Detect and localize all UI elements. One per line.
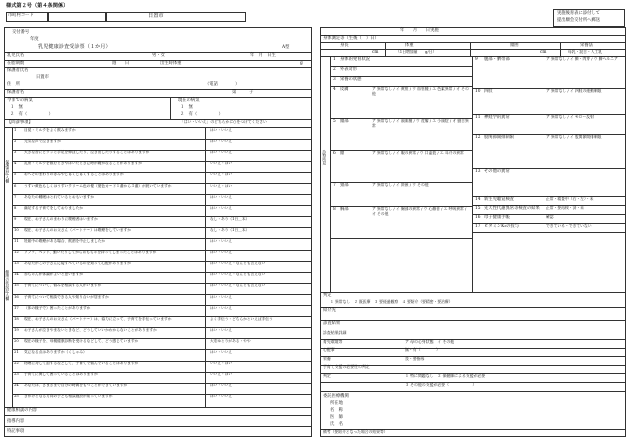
question-text: 大きな音にビクッと手足を伸ばしたり、泣き出したりすることはありますか: [24, 150, 150, 155]
question-text: 目覚・ミルクをよく飲みますか: [24, 128, 76, 132]
finding-options[interactable]: 正常・要再検・済・未: [546, 205, 584, 210]
finding-options[interactable]: ア 異常なし / イ 股関節開排制限: [546, 134, 602, 139]
finding-number: 15: [475, 206, 481, 211]
address-value: 日置市: [36, 75, 49, 80]
answer-choice[interactable]: はい・いいえ・なんとも言えない: [210, 272, 266, 277]
answer-choice[interactable]: はい・いいえ: [210, 139, 233, 144]
answer-choice[interactable]: いいえ・はい: [210, 183, 233, 188]
question-text: あなたの睡眠はとれているとおもいますか: [24, 194, 95, 199]
result-row-value[interactable]: ア 母の心身状態 イ その他: [405, 338, 455, 344]
result-row-label: 栄養: [323, 355, 331, 361]
qa-note: 「はい・いいえ」のどちらかに○をつけてください: [180, 119, 267, 124]
city-name-box: [106, 12, 246, 22]
question-text: 現在、お子さんのお父さん（パートナー）は、協力に立って、子育てを手伝っていますか: [24, 316, 172, 321]
delivery-number-label: 交付番号: [12, 30, 30, 35]
measure-header: 身体測定等（生後（ ）日）: [323, 36, 379, 41]
finding-label: ビタミンK₂の投与: [484, 224, 520, 229]
finding-label: 母子健康手帳: [484, 215, 510, 220]
question-text: お子さんが泣きやまないときなど、どうしていいかわからないことがありますか: [24, 327, 157, 332]
answer-choice[interactable]: なし・あり（1日＿本）: [210, 216, 250, 221]
present-illness-label: 現在の病気: [178, 98, 200, 103]
form-title: 様式第２号（第４条関係）: [6, 3, 69, 9]
finding-label: 先天性代謝異常等検査の結果: [484, 206, 540, 211]
institution-address[interactable]: 所在地: [330, 401, 343, 406]
question-number: 21: [14, 350, 19, 354]
finding-label: その他の異常: [484, 169, 510, 174]
col-head: 頭囲: [510, 43, 519, 48]
question-number: 2: [14, 139, 17, 144]
finding-label: 栄養の状態: [340, 77, 362, 82]
side-group-guardian: 保護者記入欄: [5, 160, 11, 183]
answer-choice[interactable]: よく手伝う・どちらかといえば手伝う: [210, 316, 273, 321]
question-number: 9: [14, 216, 17, 221]
finding-options[interactable]: ア 異常なし / イ 眼の異常 / ウ 口蓋裂 / エ 耳介の異常: [372, 150, 464, 155]
finding-number: 12: [475, 135, 481, 140]
special-notes-label: 特記事項: [7, 429, 25, 434]
question-number: 25: [14, 394, 19, 399]
fiscal-year-label: 年度: [30, 37, 39, 42]
answer-choice[interactable]: はい・いいえ・なんとも言えない: [210, 283, 266, 288]
finding-options[interactable]: 正常・精査中（右・左）・未: [546, 196, 594, 201]
question-text: 満足する子育てをしておりましたか: [24, 205, 83, 210]
col-height: 身長: [340, 43, 349, 48]
doctor-name[interactable]: 氏 名: [330, 422, 343, 427]
question-text: 気になる点はありますか（くしゃみ）: [24, 350, 87, 354]
weight-gain[interactable]: （1日増加量 g/日）: [396, 49, 437, 54]
question-number: 24: [14, 383, 19, 388]
finding-number: 13: [475, 169, 481, 174]
finding-number: 11: [475, 115, 481, 120]
question-number: 18: [14, 316, 19, 321]
question-text: 赤ちゃんが体調がよいと思いますか: [24, 272, 83, 277]
finding-label: 四肢: [484, 89, 493, 94]
question-number: 23: [14, 372, 19, 377]
question-text: （体の様子で）困ったことがありますか: [24, 305, 91, 310]
infant-name-label: 乳児氏名: [7, 53, 25, 58]
answer-choice[interactable]: なし・あり（1日＿本）: [210, 227, 250, 232]
answer-choice[interactable]: はい・いいえ: [210, 250, 233, 255]
finding-options[interactable]: ア 異常なし / イ 臍・肉芽 / ウ 臍ヘルニア: [546, 56, 618, 61]
answer-choice[interactable]: はい・いいえ: [210, 383, 233, 388]
past-illness-label: 今までの病気: [7, 98, 33, 103]
question-text: あなたは、さまざまで自分の時間をもつことができていますか: [24, 383, 128, 388]
question-number: 7: [14, 194, 17, 199]
question-number: 22: [14, 361, 19, 366]
question-number: 14: [14, 272, 19, 277]
finding-label: 外表奇形: [340, 67, 358, 72]
consult-result-label: 診査結果: [323, 321, 341, 326]
answer-choice[interactable]: はい・いいえ: [210, 239, 233, 243]
finding-label: 顔: [340, 151, 345, 156]
exam-date[interactable]: 年 月 日実施: [400, 28, 439, 33]
phone-label[interactable]: （電話 ）: [205, 82, 240, 87]
question-text: ソファ、ベッド、動いたりしてからおもちゃを持ってしまったことはありますか: [24, 250, 157, 255]
finding-options[interactable]: ア 異常なし / イ 四肢の運動制限: [546, 88, 602, 93]
sex-field[interactable]: 男・女: [152, 53, 165, 58]
institution-label: 委託医療機関: [323, 394, 349, 399]
institution-name[interactable]: 名 称: [330, 408, 343, 413]
finding-number: 3: [333, 77, 336, 82]
finding-number: 2: [333, 67, 336, 72]
finding-label: 皮膚: [340, 87, 349, 92]
child-rank[interactable]: 第 子: [232, 90, 254, 95]
nutrition-value[interactable]: 母乳・混合・人工乳: [568, 49, 603, 54]
finding-number: 9: [475, 57, 478, 62]
answer-choice[interactable]: はい・いいえ: [210, 150, 233, 155]
question-text: 子育てについて、悩みを相談する人がいますか: [24, 283, 102, 288]
result-row-label: 診査結果詳細: [323, 330, 347, 335]
col-nutrition: 栄養法: [580, 43, 593, 48]
side-group-health: 健康の状況記入欄: [5, 270, 11, 301]
question-number: 12: [14, 250, 19, 255]
question-text: 物理に対して罰するなどして、子育てで悩んでいることはありますか: [24, 361, 139, 366]
city-code-field[interactable]: [48, 12, 106, 22]
note-line-2: 提出願会交付所へ郵送: [557, 18, 600, 23]
present-illness-some[interactable]: ２ 有（ ）: [180, 112, 223, 117]
finding-number: 14: [475, 197, 481, 202]
birth-date-field[interactable]: 年 月 日生: [250, 53, 276, 58]
question-number: 1: [14, 128, 17, 132]
height-unit[interactable]: cm: [372, 50, 379, 55]
question-text: 妊娠中の喫煙がある場合、飲酒を中止しましたか: [24, 239, 106, 243]
finding-label: 新生児聴覚検査: [484, 197, 515, 202]
answer-choice[interactable]: はい・いいえ: [210, 294, 233, 299]
question-number: 16: [14, 294, 19, 299]
finding-number: 6: [333, 151, 336, 156]
past-illness-some[interactable]: ２ 有（ ）: [10, 112, 53, 117]
section-title: 診察所見: [322, 150, 328, 166]
finding-options[interactable]: ア 異常なし / イ モロー反射: [546, 114, 594, 119]
result-row-label: 判定: [323, 373, 331, 378]
question-number: 3: [14, 150, 17, 155]
question-number: 13: [14, 261, 19, 266]
exam-title: 乳児健康診査受診票（１か月）: [38, 44, 111, 50]
question-number: 6: [14, 183, 17, 188]
finding-number: 1: [333, 57, 336, 62]
answer-choice[interactable]: はい・いいえ: [210, 205, 233, 210]
finding-options[interactable]: ア 異常なし / イ 頭血腫 / ウ 産瘤 / エ 小頭症 / オ 縫合異常: [372, 118, 469, 128]
question-number: 4: [14, 161, 17, 166]
question-number: 19: [14, 327, 19, 332]
finding-label: 胸部: [340, 207, 349, 212]
question-number: 15: [14, 283, 19, 288]
result-row-label: 子育て支援の必要性の判定: [323, 364, 370, 370]
finding-label: 身体的発育状況: [340, 57, 371, 62]
result-row-value[interactable]: 良・要指導: [405, 355, 425, 361]
judgment-options[interactable]: １ 異常なし ２ 既医療 ３ 要経過観察 ４ 要紹介（要精密・要治療）: [330, 299, 453, 304]
referral-label: 紹介先: [323, 308, 336, 313]
question-text: きかけとなる方向の子ども相談施設が知っていますか: [24, 394, 113, 399]
birth-weight-unit: g: [300, 61, 303, 66]
answer-choice[interactable]: はい・いいえ: [210, 128, 233, 132]
question-text: 子育てについて相談できる人や知り合いが居ますか: [24, 294, 109, 299]
question-number: 10: [14, 227, 19, 232]
finding-label: 股関節開排制限: [484, 135, 515, 140]
head-unit[interactable]: cm: [540, 50, 547, 55]
question-text: おへそのまわりの赤みやじゅくじゅくすることはありますか: [24, 172, 124, 177]
address-label: 住 所: [7, 82, 20, 87]
question-text: あなたがこの子さんに接すべているのを知って心配がありますか: [24, 261, 131, 266]
city-code-label: 市町村コード: [8, 13, 34, 18]
answer-choice[interactable]: はい・いいえ: [210, 194, 233, 199]
finding-label: 神経学的異常: [484, 115, 510, 120]
finding-number: 16: [475, 215, 481, 220]
answer-choice[interactable]: 大変ゆとりがある・やや: [210, 338, 251, 343]
result-row-value[interactable]: 無・有（ ）: [405, 347, 441, 353]
result-row-label: 育児環境等: [323, 338, 343, 344]
guardian-name-label: 保護者氏名: [7, 68, 29, 73]
result-row-label: 心配事: [323, 347, 335, 353]
result-row-value[interactable]: ３ その他の支援が必要（ ）: [405, 381, 477, 387]
answer-choice[interactable]: はい・いいえ: [210, 327, 233, 332]
answer-choice[interactable]: はい・いいえ: [210, 394, 233, 399]
past-illness-none[interactable]: １ 無: [10, 105, 23, 110]
finding-number: 10: [475, 89, 481, 94]
question-number: 20: [14, 338, 19, 343]
question-text: 現在、お子さんのお父さん（パートナー）は喫煙をしていますか: [24, 227, 131, 232]
question-number: 8: [14, 205, 17, 210]
question-text: 現在、お子さんのまわりに喫煙者はいますか: [24, 216, 98, 221]
guidance-label: 指導内容: [7, 419, 25, 424]
present-illness-none[interactable]: １ 無: [180, 105, 193, 110]
remarks-label: 備考（要紹介となった場合の結果等）: [323, 429, 388, 434]
qa-header: 【問診事項】: [7, 120, 33, 125]
finding-label: 頸部: [340, 183, 349, 188]
col-weight: 体重: [405, 43, 414, 48]
result-row-value[interactable]: １ 特に問題なし ２ 保健師による支援が必要: [405, 373, 486, 378]
judgment-label: 判定: [323, 293, 332, 298]
question-number: 5: [14, 172, 17, 177]
answer-choice[interactable]: はい・いいえ: [210, 305, 233, 310]
question-text: 元気な声で泣きますか: [24, 139, 61, 144]
answer-choice[interactable]: いいえ・はい: [210, 361, 233, 366]
answer-choice[interactable]: いいえ・はい: [210, 372, 233, 377]
finding-number: 7: [333, 183, 336, 188]
answer-choice[interactable]: いいえ・はい: [210, 161, 233, 166]
gestation-label: 在胎期数: [7, 61, 25, 66]
question-text: 子育てに関して困っていることはありますか: [24, 372, 98, 377]
finding-number: 8: [333, 207, 336, 212]
gestation-weeks[interactable]: 週 日: [112, 61, 130, 66]
finding-options[interactable]: できている・できていない: [546, 223, 592, 228]
finding-options[interactable]: 確認: [546, 214, 554, 219]
answer-choice[interactable]: いいえ・はい: [210, 172, 233, 177]
birth-weight-label: 出生時体重: [160, 61, 182, 66]
question-number: 17: [14, 305, 19, 310]
guardian-label: 保護者名: [7, 90, 25, 95]
question-text: 現在の様子を、母親健康診断を受けるなどして、どう感じていますか: [24, 338, 139, 343]
finding-options[interactable]: ア 異常なし / イ 黄疸 / ウ 血管腫 / エ 色素異常 / オ その他: [372, 86, 469, 96]
note-line-1: 実施後育表に添付して: [557, 11, 600, 16]
question-text: うすい黄色もしくはうすいクリーム色の便（便色カード１番から３番）が続いていますか: [24, 183, 172, 188]
question-number: 11: [14, 239, 19, 243]
finding-number: 5: [333, 119, 336, 124]
health-consult-label: 健康相談の内容: [7, 408, 38, 413]
finding-number: 17: [475, 224, 481, 229]
finding-options[interactable]: ア 異常なし / イ 胸部の異常 / ウ 心雑音 / エ 呼吸異常 / オ その他: [372, 206, 467, 216]
finding-number: 4: [333, 87, 336, 92]
finding-options[interactable]: ア 異常なし / イ 斜頸 / ウ その他: [372, 182, 429, 187]
form-type: A型: [282, 45, 290, 50]
city-name: 日置市: [148, 13, 164, 19]
answer-choice[interactable]: はい・いいえ・なんとも言えない: [210, 261, 266, 266]
question-text: 乳房・ミルクを飲むときやはいたときに時が聞かなることがありますか: [24, 161, 142, 166]
doctor-label[interactable]: 医 師: [330, 415, 343, 420]
finding-label: 頭部: [340, 119, 349, 124]
finding-label: 腹部・臍帯部: [484, 57, 510, 62]
answer-choice[interactable]: はい・いいえ: [210, 350, 233, 354]
